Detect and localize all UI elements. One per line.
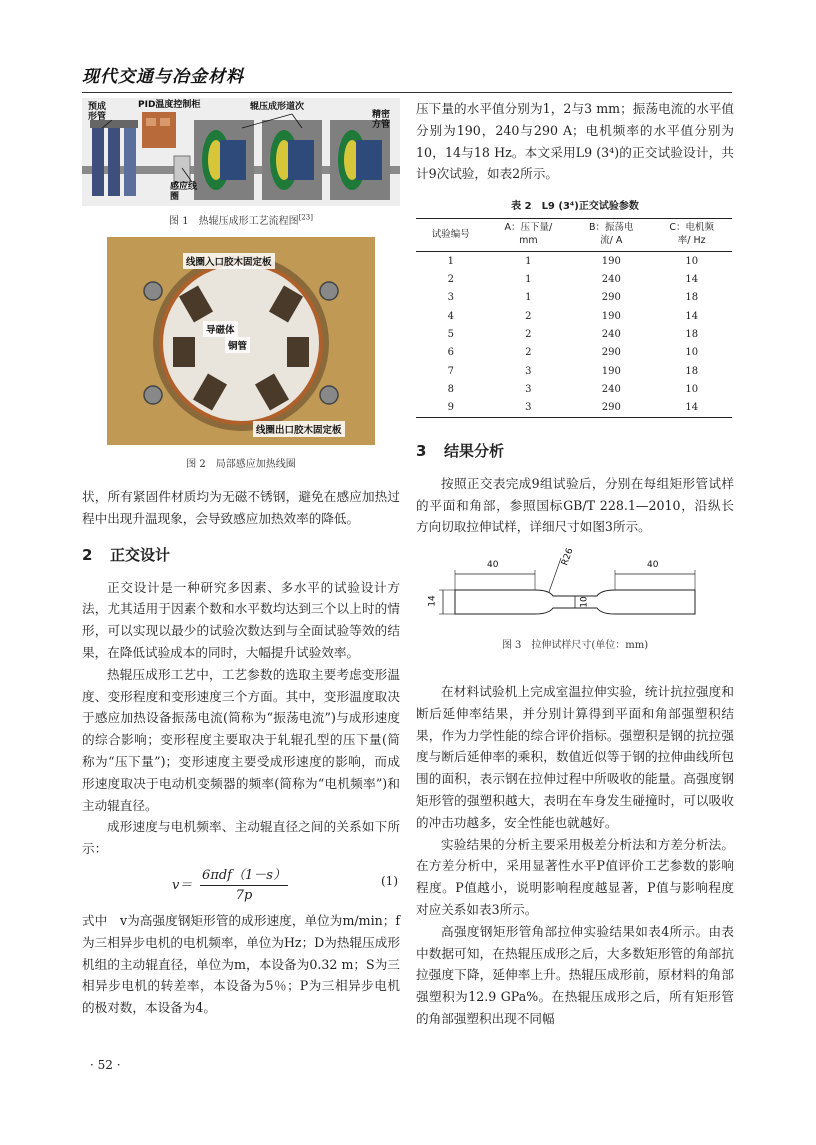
table-cell: 10 [685, 347, 699, 359]
table-cell: 240 [601, 273, 621, 285]
label-precision-tube: 精密 方管 [372, 110, 391, 130]
page-number: · 52 · [90, 1058, 121, 1072]
table-header: A：压下量/ mm [504, 222, 553, 247]
header-rule [82, 92, 732, 93]
table-row [416, 380, 732, 398]
label-roll-pass: 辊压成形道次 [250, 102, 305, 112]
table-cell: 1 [525, 292, 532, 304]
dim-10: 10 [579, 596, 590, 608]
table-cell: 1 [525, 255, 532, 267]
label-pre-formed-tube: 预成 形管 [88, 102, 107, 122]
table-row [416, 399, 732, 417]
table-cell: 190 [601, 255, 621, 267]
table-row [416, 325, 732, 343]
table-cell: 240 [601, 328, 621, 340]
label-magnetic-conductor: 导磁体 [203, 321, 238, 337]
table-cell: 290 [601, 402, 621, 414]
label-copper-tube: 铜管 [225, 337, 250, 353]
table-cell: 290 [601, 347, 621, 359]
equation-1: v＝ 6πdf（1－s） 7p (1) [172, 867, 398, 903]
figure-2-induction-coil [107, 237, 375, 445]
section-3-heading: 3 结果分析 [416, 441, 505, 460]
table-cell: 4 [447, 310, 454, 322]
table-cell: 1 [525, 273, 532, 285]
table-cell: 18 [685, 365, 699, 377]
table-cell: 6 [447, 347, 454, 359]
table-cell: 2 [525, 347, 532, 359]
process-flow-illustration [82, 98, 400, 206]
table-cell: 3 [447, 292, 454, 304]
table-cell: 14 [685, 310, 699, 322]
table-header: 试验编号 [431, 228, 470, 240]
table-cell: 7 [447, 365, 454, 377]
table-cell: 3 [525, 365, 532, 377]
table-row [416, 288, 732, 306]
figure-1-process-flow [82, 98, 400, 206]
label-inlet-board: 线圈入口胶木固定板 [183, 253, 275, 269]
table-cell: 14 [685, 273, 699, 285]
paragraph: 按照正交表完成9组试验后，分别在每组矩形管试样的平面和角部，参照国标GB/T 228.1—2010，沿纵长方向切取拉伸试样，详细尺寸如图3所示。 [416, 475, 734, 535]
figure-3-tensile-specimen [425, 547, 725, 657]
table-cell: 3 [525, 402, 532, 414]
table-cell: 18 [685, 328, 699, 340]
paragraph: 压下量的水平值分别为1，2与3 mm；振荡电流的水平值分别为190，240与290 A；电机频率的水平值分别为10，14与18 Hz。本文采用L9 (3⁴)的正交试验设计，共计9次试验，如表2所示。 [416, 101, 734, 182]
table-cell: 10 [685, 255, 699, 267]
left-column [82, 98, 400, 1019]
right-column [416, 98, 734, 1030]
table-row [416, 307, 732, 325]
table-row [416, 362, 732, 380]
section-2-heading: 2 正交设计 [82, 545, 171, 564]
figure-3-caption: 图 3 拉伸试样尺寸(单位：mm) [501, 640, 649, 652]
paragraph: 式中 v为高强度钢矩形管的成形速度，单位为m/min；f为三相异步电机的电机频率，单位为Hz；D为热辊压成形机组的主动辊直径，单位为m，本设备为0.32 m；S为三相异步电机的转差率，本设备为5％；P为三相异步电机的极对数，本设备为4。 [82, 912, 400, 1016]
table-cell: 190 [601, 365, 621, 377]
paragraph: 高强度钢矩形管角部拉伸实验结果如表4所示。由表中数据可知，在热辊压成形之后，大多数矩形管的角部抗拉强度下降，延伸率上升。热辊压成形前，原材料的角部强塑积为12.9 GPa%。在热辊压成形之后，所有矩形管的角部强塑积出现不同幅 [416, 923, 734, 1027]
tensile-specimen-drawing [425, 552, 725, 632]
table-row [416, 344, 732, 362]
label-induction-coil: 感应线 圈 [170, 182, 198, 202]
table-cell: 8 [447, 384, 454, 396]
label-pid-cabinet: PID温度控制柜 [138, 100, 201, 110]
table-cell: 2 [447, 273, 454, 285]
paragraph: 正交设计是一种研究多因素、多水平的试验设计方法，尤其适用于因素个数和水平数均达到三个以上时的情形，可以实现以最少的试验次数达到与全面试验等效的结果，在降低试验成本的同时，大幅提升试验效率。 [82, 579, 400, 660]
table-row [416, 252, 732, 270]
table-cell: 9 [447, 402, 454, 414]
table-cell: 18 [685, 292, 699, 304]
dim-right-40: 40 [647, 560, 659, 571]
figure-2-caption: 图 2 局部感应加热线圈 [186, 459, 296, 470]
table-cell: 5 [447, 328, 454, 340]
table-2-caption: 表 2 L9 (3⁴)正交试验参数 [511, 201, 639, 213]
dim-left-40: 40 [487, 560, 499, 571]
table-cell: 240 [601, 384, 621, 396]
table-cell: 290 [601, 292, 621, 304]
table-row [416, 270, 732, 288]
paragraph: 热辊压成形工艺中，工艺参数的选取主要考虑变形温度、变形程度和变形速度三个方面。其中，变形温度取决于感应加热设备振荡电流(简称为“振荡电流”)与成形速度的综合影响；变形程度主要取决于轧辊孔型的压下量(简称为“压下量”)；变形速度主要受成形速度的影响，而成形速度取决于电动机变频器的频率(简称为“电机频率”)和主动辊直径。 [82, 666, 400, 813]
journal-title: 现代交通与冶金材料 [82, 67, 244, 87]
table-cell: 190 [601, 310, 621, 322]
table-2 [416, 218, 732, 418]
paragraph: 成形速度与电机频率、主动辊直径之间的关系如下所示： [82, 819, 400, 857]
table-cell: 2 [525, 310, 532, 322]
table-cell: 10 [685, 384, 699, 396]
paragraph: 在材料试验机上完成室温拉伸实验，统计抗拉强度和断后延伸率结果，并分别计算得到平面和角部强塑积结果，作为力学性能的综合评价指标。强塑积是钢的抗拉强度与断后延伸率的乘积，数值近似等于钢的拉伸曲线所包围的面积，表示钢在拉伸过程中所吸收的能量。高强度钢矩形管的强塑积越大，表明在车身发生碰撞时，可以吸收的冲击功越多，安全性能也就越好。 [416, 684, 734, 830]
table-cell: 2 [525, 328, 532, 340]
table-header: B：振荡电 流/ A [589, 222, 634, 247]
figure-1-caption: 图 1 热辊压成形工艺流程图[23] [169, 213, 313, 227]
paragraph: 实验结果的分析主要采用极差分析法和方差分析法。在方差分析中，采用显著性水平P值评价工艺参数的影响程度。P值越小，说明影响程度越显著，P值与影响程度对应关系如表3所示。 [416, 836, 734, 918]
dim-r26: R26 [560, 547, 576, 568]
paragraph: 状，所有紧固件材质均为无磁不锈钢，避免在感应加热过程中出现升温现象，会导致感应加热效率的降低。 [82, 489, 400, 526]
dim-14: 14 [427, 595, 438, 607]
table-cell: 1 [447, 255, 454, 267]
table-header: C：电机频 率/ Hz [669, 222, 715, 247]
label-outlet-board: 线圈出口胶木固定板 [253, 421, 345, 437]
table-cell: 3 [525, 384, 532, 396]
table-cell: 14 [685, 402, 699, 414]
